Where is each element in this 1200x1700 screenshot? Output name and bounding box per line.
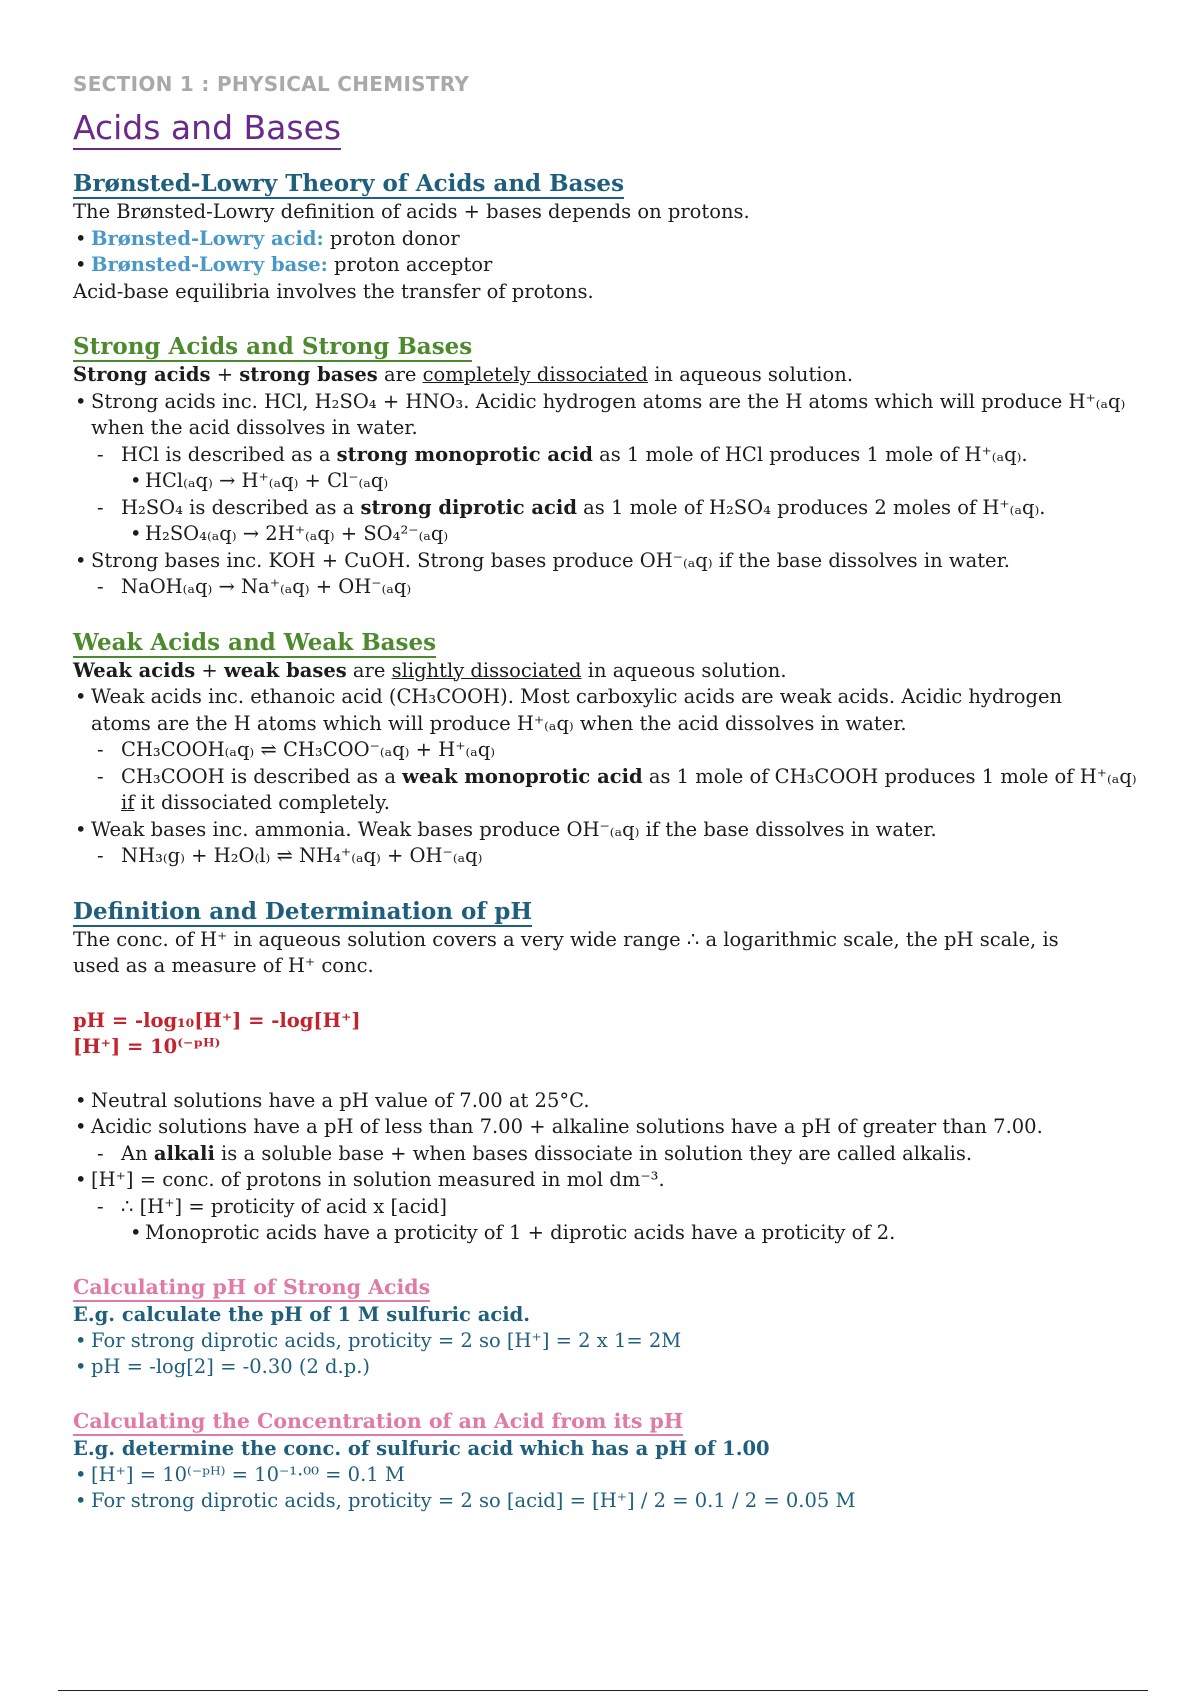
- bottom-divider: [58, 1690, 1148, 1691]
- strong-bases-term: strong bases: [239, 363, 378, 386]
- hcl-text: HCl is described as a: [121, 442, 337, 466]
- strong-bases-item: • Strong bases inc. KOH + CuOH. Strong bases produce OH⁻₍ₐq₎ if the base dissolves in water.: [73, 548, 1163, 575]
- ch3cooh-description-cont: [73, 790, 1163, 817]
- calc-conc-heading: Calculating the Concentration of an Acid from its pH: [73, 1409, 683, 1436]
- ch3cooh-text: CH₃COOH is described as a: [121, 764, 403, 788]
- h2so4-description: [73, 495, 1163, 522]
- weak-definition: [73, 658, 1163, 685]
- bl-base-item: [73, 252, 1163, 279]
- weak-monoprotic-term: weak monoprotic acid: [402, 764, 643, 788]
- ch3cooh-equation: - CH₃COOH₍ₐq₎ ⇌ CH₃COO⁻₍ₐq₎ + H⁺₍ₐq₎: [73, 737, 1163, 764]
- strong-acids-item: • Strong acids inc. HCl, H₂SO₄ + HNO₃. Acidic hydrogen atoms are the H atoms which will produce H⁺₍ₐq₎: [73, 389, 1163, 416]
- alkali-item: [73, 1141, 1163, 1168]
- proticity-item: - ∴ [H⁺] = proticity of acid x [acid]: [73, 1194, 1163, 1221]
- if-text: if: [121, 791, 135, 814]
- slightly-dissociated: slightly dissociated: [391, 658, 582, 682]
- ph-heading: Definition and Determination of pH: [73, 897, 533, 925]
- calc-strong-section: [73, 1275, 1163, 1381]
- naoh-equation: - NaOH₍ₐq₎ → Na⁺₍ₐq₎ + OH⁻₍ₐq₎: [73, 574, 1163, 601]
- strong-heading: Strong Acids and Strong Bases: [73, 333, 473, 360]
- weak-bases-term: weak bases: [223, 658, 347, 682]
- are-text: are: [377, 363, 423, 386]
- bl-acid-term: Brønsted-Lowry acid:: [91, 226, 324, 250]
- weak-heading: Weak Acids and Weak Bases: [73, 628, 437, 656]
- calc-strong-question: E.g. calculate the pH of 1 M sulfuric acid.: [73, 1302, 531, 1326]
- h-conc-formula: [H⁺] = 10⁽⁻ᵖᴴ⁾: [73, 1034, 221, 1058]
- acidic-item: • Acidic solutions have a pH of less than 7.00 + alkaline solutions have a pH of greater than 7.00.: [73, 1114, 1163, 1141]
- strong-monoprotic-term: strong monoprotic acid: [336, 442, 593, 466]
- alkali-text: An: [121, 1141, 154, 1165]
- bl-base-def: proton acceptor: [327, 253, 493, 276]
- aqueous-text: in aqueous solution.: [648, 363, 854, 386]
- calc-conc-step-1: • [H⁺] = 10⁽⁻ᵖᴴ⁾ = 10⁻¹·⁰⁰ = 0.1 M: [73, 1462, 1163, 1489]
- weak-section: [73, 629, 1163, 870]
- h2so4-text-2: as 1 mole of H₂SO₄ produces 2 moles of H⁺₍ₐq₎.: [576, 495, 1046, 519]
- h2so4-text: H₂SO₄ is described as a: [121, 495, 361, 519]
- bl-acid-item: [73, 226, 1163, 253]
- weak-acids-term: Weak acids: [73, 658, 196, 682]
- calc-strong-step-2: • pH = -log[2] = -0.30 (2 d.p.): [73, 1354, 1163, 1381]
- page-title: Acids and Bases: [73, 108, 341, 150]
- conc-item: • [H⁺] = conc. of protons in solution measured in mol dm⁻³.: [73, 1167, 1163, 1194]
- mono-di-item: • Monoprotic acids have a proticity of 1 + diprotic acids have a proticity of 2.: [73, 1220, 1163, 1247]
- ph-intro-cont: used as a measure of H⁺ conc.: [73, 954, 374, 977]
- hcl-text-2: as 1 mole of HCl produces 1 mole of H⁺₍ₐq₎.: [592, 442, 1028, 466]
- calc-conc-question: E.g. determine the conc. of sulfuric acid which has a pH of 1.00: [73, 1436, 770, 1460]
- nh3-equation: - NH₃₍g₎ + H₂O₍l₎ ⇌ NH₄⁺₍ₐq₎ + OH⁻₍ₐq₎: [73, 843, 1163, 870]
- plus-text: +: [195, 658, 224, 682]
- weak-bases-item: • Weak bases inc. ammonia. Weak bases produce OH⁻₍ₐq₎ if the base dissolves in water.: [73, 817, 1163, 844]
- aqueous-text: in aqueous solution.: [581, 658, 787, 682]
- hcl-equation: • HCl₍ₐq₎ → H⁺₍ₐq₎ + Cl⁻₍ₐq₎: [73, 468, 1163, 495]
- bl-acid-def: proton donor: [323, 226, 460, 250]
- alkali-term: alkali: [153, 1141, 215, 1165]
- are-text: are: [346, 658, 392, 682]
- bronsted-lowry-heading: Brønsted-Lowry Theory of Acids and Bases: [73, 170, 625, 197]
- strong-acids-term: Strong acids: [73, 363, 211, 386]
- strong-diprotic-term: strong diprotic acid: [360, 495, 577, 519]
- completely-dissociated: completely dissociated: [422, 363, 648, 386]
- bl-outro: Acid-base equilibria involves the transfer of protons.: [73, 279, 594, 303]
- weak-acids-item-cont: atoms are the H atoms which will produce H⁺₍ₐq₎ when the acid dissolves in water.: [91, 711, 907, 735]
- ph-intro: The conc. of H⁺ in aqueous solution covers a very wide range ∴ a logarithmic scale, the pH scale, is: [73, 927, 1059, 951]
- ch3cooh-description: [73, 764, 1163, 791]
- neutral-item: • Neutral solutions have a pH value of 7.00 at 25°C.: [73, 1088, 1163, 1115]
- bl-intro: The Brønsted-Lowry definition of acids + bases depends on protons.: [73, 200, 750, 223]
- strong-acids-item-cont: when the acid dissolves in water.: [91, 416, 418, 439]
- bl-base-term: Brønsted-Lowry base:: [91, 253, 328, 276]
- hcl-description: [73, 442, 1163, 469]
- ch3cooh-text-2: as 1 mole of CH₃COOH produces 1 mole of H⁺₍ₐq₎: [642, 764, 1137, 788]
- strong-section: [73, 333, 1163, 601]
- notes-page: [73, 68, 1163, 1515]
- h2so4-equation: • H₂SO₄₍ₐq₎ → 2H⁺₍ₐq₎ + SO₄²⁻₍ₐq₎: [73, 521, 1163, 548]
- calc-conc-step-2: • For strong diprotic acids, proticity = 2 so [acid] = [H⁺] / 2 = 0.1 / 2 = 0.05 M: [73, 1488, 1163, 1515]
- ph-formula: pH = -log₁₀[H⁺] = -log[H⁺]: [73, 1008, 361, 1032]
- ph-section: [73, 898, 1163, 1247]
- calc-strong-heading: Calculating pH of Strong Acids: [73, 1275, 430, 1302]
- section-label: SECTION 1 : PHYSICAL CHEMISTRY: [73, 72, 470, 96]
- calc-conc-section: [73, 1409, 1163, 1515]
- bronsted-lowry-section: [73, 170, 1163, 305]
- alkali-text-2: is a soluble base + when bases dissociate in solution they are called alkalis.: [214, 1141, 973, 1165]
- weak-acids-item: • Weak acids inc. ethanoic acid (CH₃COOH). Most carboxylic acids are weak acids. Acidic hydrogen: [73, 684, 1163, 711]
- calc-strong-step-1: • For strong diprotic acids, proticity = 2 so [H⁺] = 2 x 1= 2M: [73, 1328, 1163, 1355]
- strong-definition: [73, 362, 1163, 389]
- ch3cooh-text-3: it dissociated completely.: [134, 791, 390, 814]
- plus-text: +: [210, 363, 240, 386]
